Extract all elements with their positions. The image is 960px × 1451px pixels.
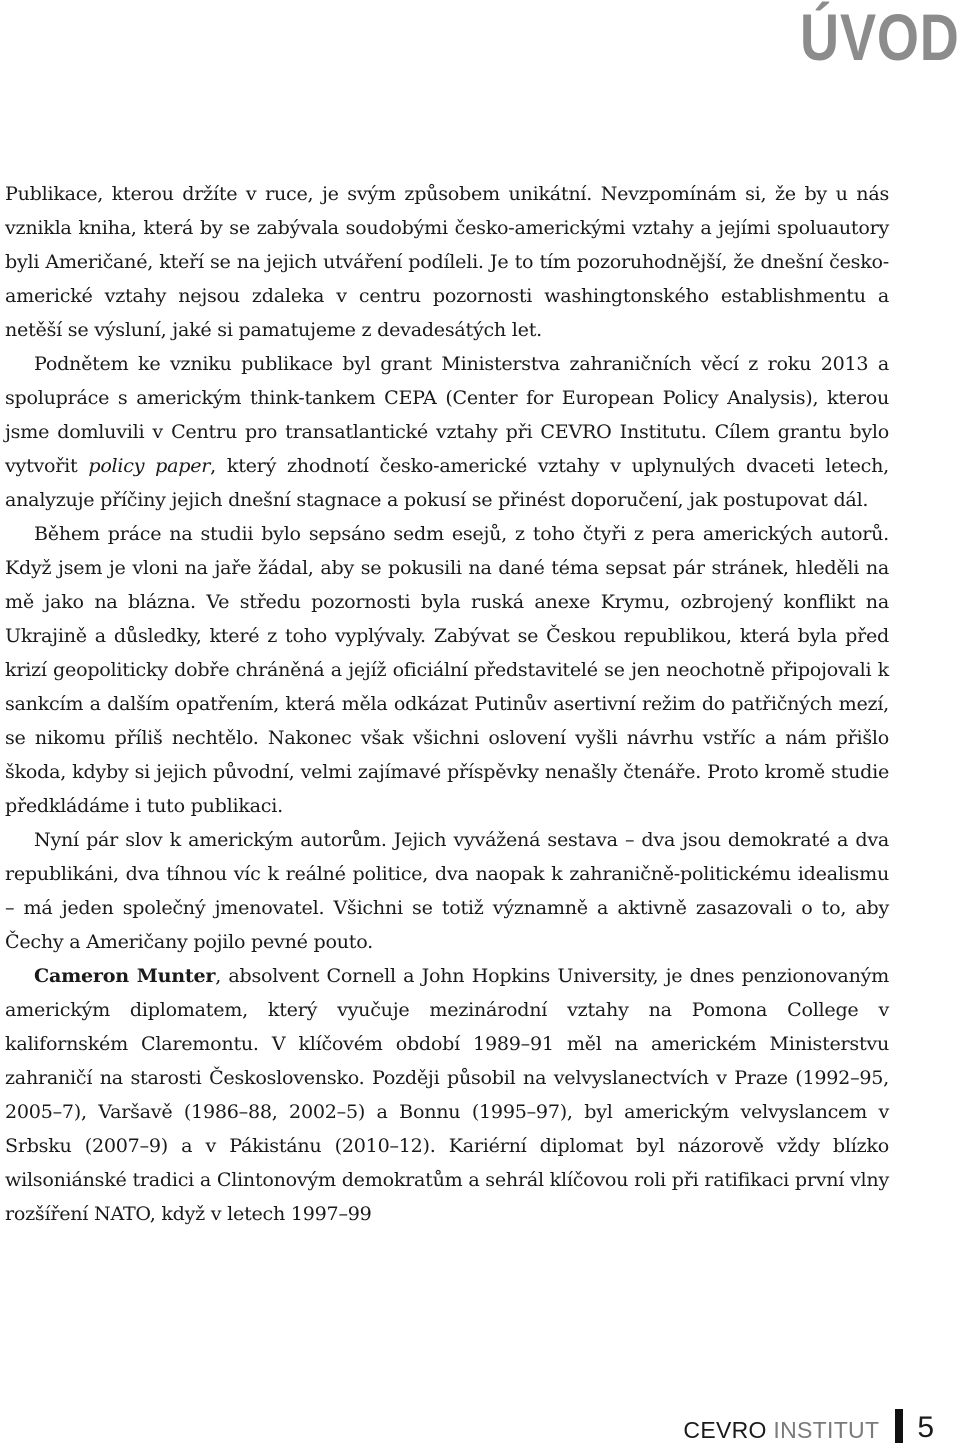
- logo-part-2: INSTITUT: [766, 1417, 880, 1443]
- publisher-logo: [683, 1417, 879, 1443]
- paragraph-2: [5, 347, 889, 517]
- paragraph-2-text-end: , který zhodnotí česko-americké vztahy v uplynulých dvaceti letech, analyzuje příčiny jejich dnešní stagnace a pokusí se přinést doporučení, jak postupovat dál.: [5, 454, 889, 511]
- paragraph-1: Publikace, kterou držíte v ruce, je svým způsobem unikátní. Nevzpomínám si, že by u nás vznikla kniha, která by se zabývala soudobými česko-americkými vztahy a jejími spoluautory byli Američané, kteří se na jejich utváření podíleli. Je to tím pozoruhodnější, že dnešní česko-americké vztahy nejsou zdaleka v centru pozornosti washingtonského establishmentu a netěší se výsluní, jaké si pamatujeme z devadesátých let.: [5, 182, 889, 341]
- paragraph-2-text: Podnětem ke vzniku publikace byl grant Ministerstva zahraničních věcí z roku 2013 a spolupráce s americkým think-tankem CEPA (Center for European Policy Analysis), kterou jsme domluvili v Centru pro transatlantické vztahy při CEVRO Institutu. Cílem grantu bylo vytvořit: [5, 352, 889, 477]
- italic-term: policy paper: [88, 454, 211, 477]
- page-footer: [683, 1409, 934, 1443]
- page-number: 5: [917, 1411, 934, 1444]
- paragraph-5-text: , absolvent Cornell a John Hopkins University, je dnes penzionovaným americkým diplomatem, který vyučuje mezinárodní vztahy na Pomona College v kalifornském Claremontu. V klíčovém období 1989–91 měl na americkém Ministerstvu zahraničí na starosti Československo. Později působil na velvyslanectvích v Praze (1992–95, 2005–7), Varšavě (1986–88, 2002–5) a Bonnu (1995–97), byl americkým velvyslancem v Srbsku (2007–9) a v Pákistánu (2010–12). Kariérní diplomat byl názorově vždy blízko wilsoniánské tradici a Clintonovým demokratům a sehrál klíčovou roli při ratifikaci první vlny rozšíření NATO, když v letech 1997–99: [5, 964, 890, 1225]
- paragraph-3: Během práce na studii bylo sepsáno sedm esejů, z toho čtyři z pera amerických autorů. Když jsem je vloni na jaře žádal, aby se pokusili na dané téma sepsat pár stránek, hleděli na mě jako na blázna. Ve středu pozornosti byla ruská anexe Krymu, ozbrojený konflikt na Ukrajině a důsledky, které z toho vyplývaly. Zabývat se Českou republikou, která byla před krizí geopoliticky dobře chráněná a jejíž oficiální představitelé se jen neochotně připojovali k sankcím a dalším opatřením, která měla odkázat Putinův asertivní režim do patřičných mezí, se nikomu příliš nechtělo. Nakonec však všichni oslovení vyšli návrhu vstříc a nám přišlo škoda, kdyby si jejich původní, velmi zajímavé příspěvky nenašly čtenáře. Proto kromě studie předkládáme i tuto publikaci.: [5, 522, 889, 817]
- logo-part-1: CEVRO: [683, 1417, 767, 1443]
- body-text: [5, 177, 889, 1231]
- chapter-heading: ÚVOD: [800, 0, 960, 74]
- paragraph-5: [5, 959, 889, 1231]
- author-name: Cameron Munter: [34, 964, 216, 987]
- footer-bar: [895, 1409, 903, 1443]
- paragraph-4: Nyní pár slov k americkým autorům. Jejich vyvážená sestava – dva jsou demokraté a dva republikáni, dva tíhnou víc k reálné politice, dva naopak k zahraničně-politickému idealismu – má jeden společný jmenovatel. Všichni se totiž významně a aktivně zasazovali o to, aby Čechy a Američany pojilo pevné pouto.: [5, 828, 889, 953]
